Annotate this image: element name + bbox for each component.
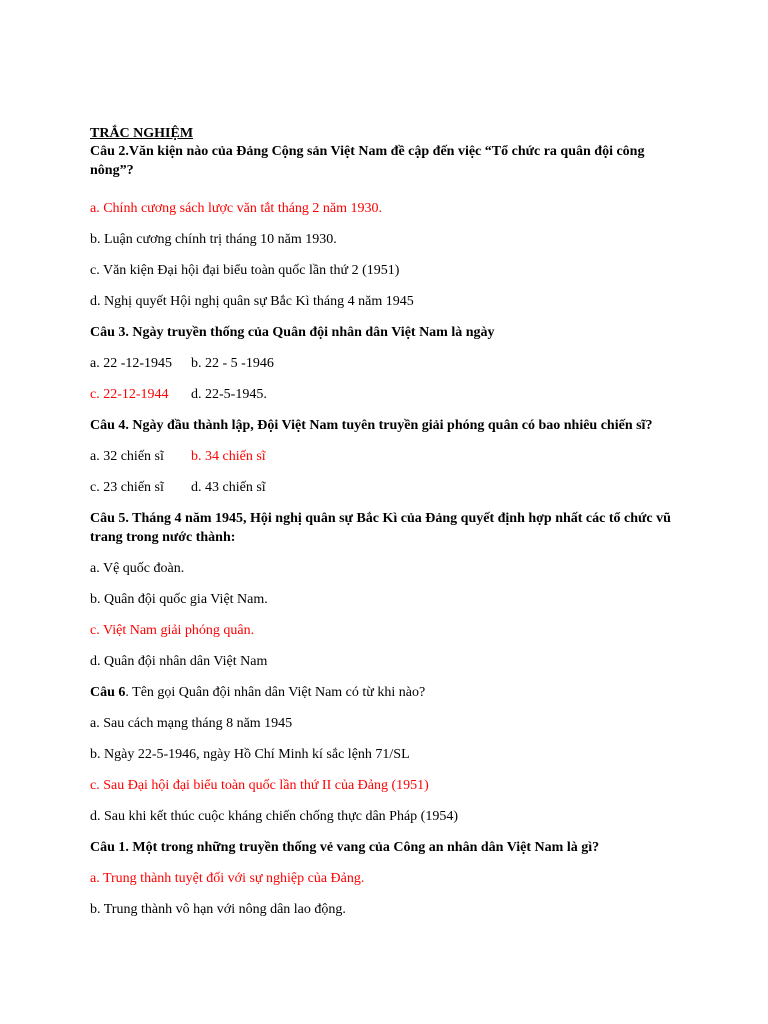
- question-4-answers-ab: [90, 447, 690, 466]
- question-2-answer-a: a. Chính cương sách lược văn tắt tháng 2 năm 1930.: [90, 201, 383, 216]
- question-3-answer-d: d. 22-5-1945.: [191, 387, 267, 402]
- page-heading: TRẮC NGHIỆM: [90, 126, 194, 141]
- question-5-answer-a: a. Vệ quốc đoàn.: [90, 561, 185, 576]
- question-4-answer-d: d. 43 chiến sĩ: [191, 480, 266, 495]
- question-6-answer-c: c. Sau Đại hội đại biểu toàn quốc lần thứ II của Đảng (1951): [90, 778, 429, 793]
- question-4-answer-a: a. 32 chiến sĩ: [90, 449, 164, 464]
- question-1-answer-b: b. Trung thành vô hạn với nông dân lao động.: [90, 902, 346, 917]
- question-6-answer-b: b. Ngày 22-5-1946, ngày Hồ Chí Minh kí sắc lệnh 71/SL: [90, 747, 410, 762]
- question-3-answers-ab: [90, 354, 690, 373]
- question-4: Câu 4. Ngày đầu thành lập, Đội Việt Nam tuyên truyền giải phóng quân có bao nhiêu chiến sĩ?: [90, 418, 653, 433]
- question-6-label: Câu 6: [90, 685, 126, 700]
- question-5: Câu 5. Tháng 4 năm 1945, Hội nghị quân sự Bắc Kì của Đảng quyết định hợp nhất các tổ chức vũ trang trong nước thành:: [90, 511, 671, 545]
- question-5-answer-d: d. Quân đội nhân dân Việt Nam: [90, 654, 268, 669]
- question-3-answer-a: a. 22 -12-1945: [90, 356, 173, 371]
- question-6-text: . Tên gọi Quân đội nhân dân Việt Nam có từ khi nào?: [125, 685, 426, 700]
- question-5-answer-b: b. Quân đội quốc gia Việt Nam.: [90, 592, 268, 607]
- question-2: Câu 2.Văn kiện nào của Đảng Cộng sản Việt Nam đề cập đến việc “Tổ chức ra quân đội công nông”?: [90, 144, 645, 178]
- question-3-answer-b: b. 22 - 5 -1946: [191, 356, 274, 371]
- question-1-answer-a: a. Trung thành tuyệt đối với sự nghiệp của Đảng.: [90, 871, 365, 886]
- question-3-answers-cd: [90, 385, 690, 404]
- question-3-answer-c: c. 22-12-1944: [90, 387, 169, 402]
- question-6-answer-d: d. Sau khi kết thúc cuộc kháng chiến chống thực dân Pháp (1954): [90, 809, 458, 824]
- document-page: [90, 126, 690, 931]
- question-2-answer-d: d. Nghị quyết Hội nghị quân sự Bắc Kì tháng 4 năm 1945: [90, 294, 414, 309]
- question-4-answer-b: b. 34 chiến sĩ: [191, 449, 266, 464]
- question-2-answer-b: b. Luận cương chính trị tháng 10 năm 1930.: [90, 232, 337, 247]
- question-3: Câu 3. Ngày truyền thống của Quân đội nhân dân Việt Nam là ngày: [90, 325, 495, 340]
- question-1: Câu 1. Một trong những truyền thống vẻ vang của Công an nhân dân Việt Nam là gì?: [90, 840, 600, 855]
- question-6-answer-a: a. Sau cách mạng tháng 8 năm 1945: [90, 716, 293, 731]
- question-4-answer-c: c. 23 chiến sĩ: [90, 480, 164, 495]
- question-2-answer-c: c. Văn kiện Đại hội đại biểu toàn quốc lần thứ 2 (1951): [90, 263, 400, 278]
- question-6: [90, 683, 690, 702]
- question-5-answer-c: c. Việt Nam giải phóng quân.: [90, 623, 255, 638]
- question-4-answers-cd: [90, 478, 690, 497]
